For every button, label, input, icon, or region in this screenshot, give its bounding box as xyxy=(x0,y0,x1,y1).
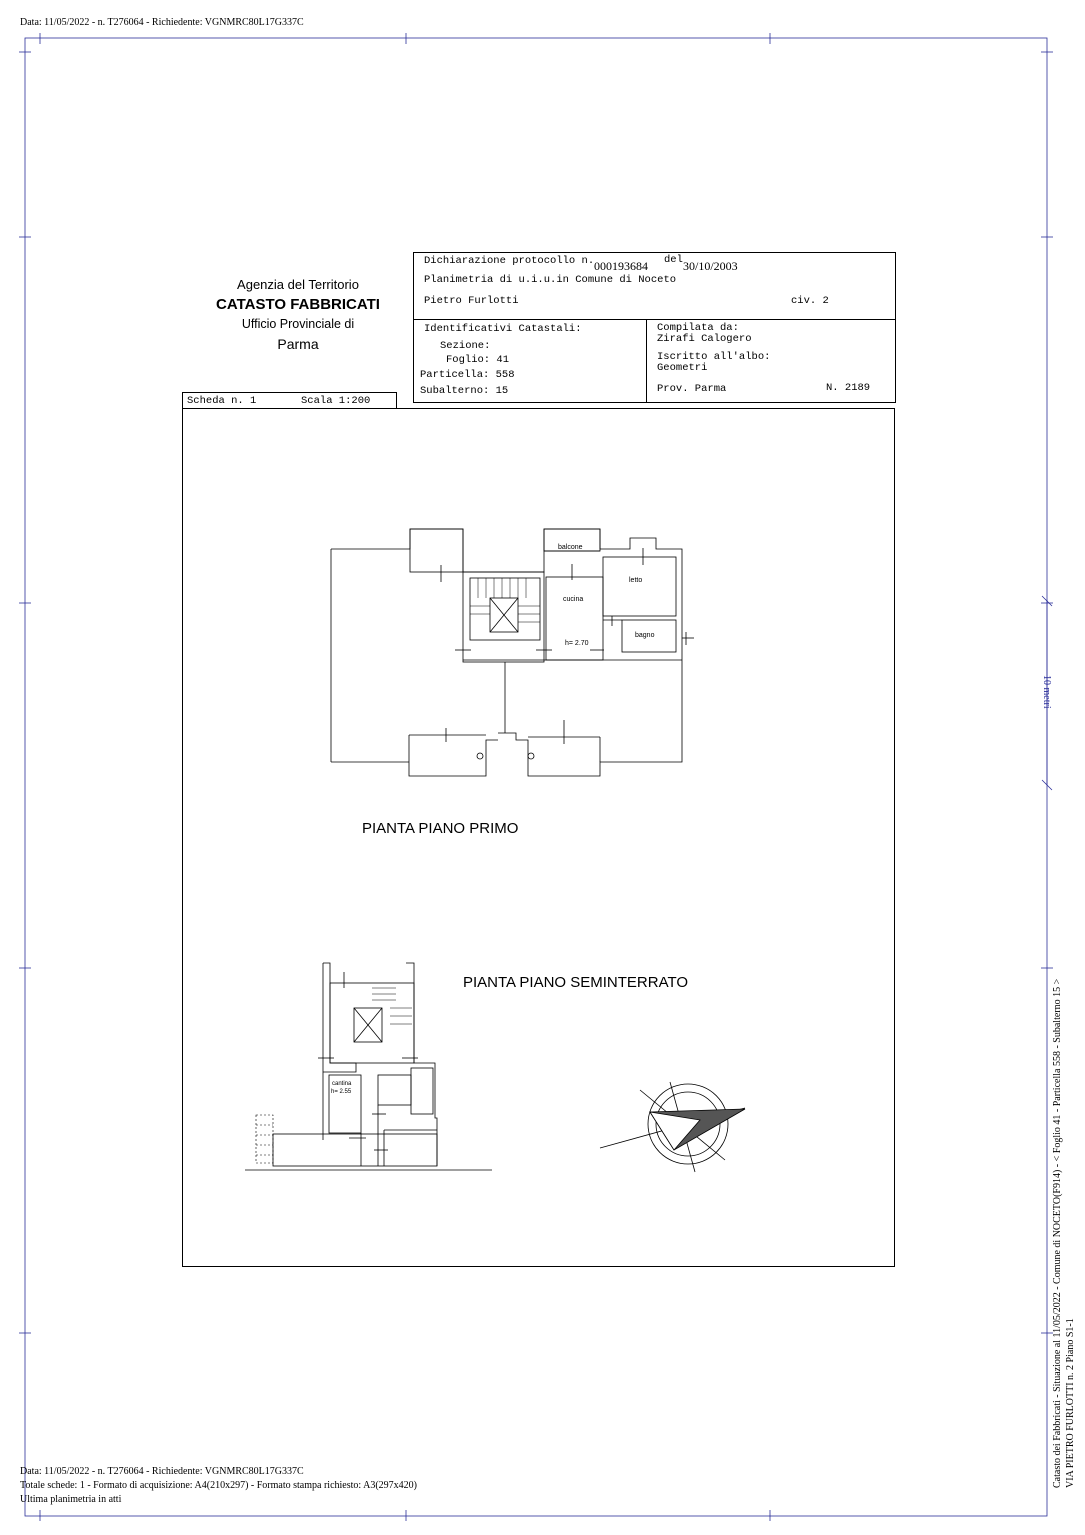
footer-line3: Ultima planimetria in atti xyxy=(20,1494,122,1505)
height-cantina: h= 2.55 xyxy=(331,1089,352,1095)
date-label: del xyxy=(664,254,683,266)
albo-label: Iscritto all'albo: xyxy=(657,351,771,363)
height-primo: h= 2.70 xyxy=(565,640,589,647)
compiler-name: Zirafi Calogero xyxy=(657,333,752,345)
compilata-label: Compilata da: xyxy=(657,322,739,334)
title-piano-primo: PIANTA PIANO PRIMO xyxy=(362,820,519,837)
protocol-number: 000193684 xyxy=(594,259,648,273)
room-balcone: balcone xyxy=(558,544,583,551)
scheda-number: Scheda n. 1 xyxy=(187,395,257,407)
room-bagno: bagno xyxy=(635,632,655,639)
foglio-field: Foglio: 41 xyxy=(446,354,510,366)
province-field: Prov. Parma xyxy=(657,383,727,395)
north-arrow-icon xyxy=(600,1082,745,1172)
scala-value: Scala 1:200 xyxy=(301,395,371,407)
subalterno-field: Subalterno: 15 xyxy=(420,385,509,397)
room-letto: letto xyxy=(629,577,643,584)
footer-line2: Totale schede: 1 - Formato di acquisizione: A4(210x297) - Formato stampa richiesto: A3(297x420) xyxy=(20,1480,417,1491)
side-info-line2: VIA PIETRO FURLOTTI n. 2 Piano S1-1 xyxy=(1065,1318,1076,1488)
protocol-date: 30/10/2003 xyxy=(683,259,738,273)
protocol-label: Dichiarazione protocollo n. xyxy=(424,255,595,267)
footer-line1: Data: 11/05/2022 - n. T276064 - Richiedente: VGNMRC80L17G337C xyxy=(20,1466,304,1477)
sezione-field: Sezione: xyxy=(440,340,491,352)
planimetria-line: Planimetria di u.i.u.in Comune di Noceto xyxy=(424,274,677,286)
street-name: Pietro Furlotti xyxy=(424,295,519,307)
side-info-line1: Catasto dei Fabbricati - Situazione al 11/05/2022 - Comune di NOCETO(F914) - < Foglio 41 - Particella 558 - Subalterno 15 > xyxy=(1052,978,1063,1488)
header-line: Data: 11/05/2022 - n. T276064 - Richiedente: VGNMRC80L17G337C xyxy=(20,17,304,28)
civic-number: civ. 2 xyxy=(791,295,829,307)
agency-name: Agenzia del Territorio xyxy=(237,277,359,292)
room-cucina: cucina xyxy=(563,596,584,603)
particella-field: Particella: 558 xyxy=(420,369,515,381)
ufficio-label: Ufficio Provinciale di xyxy=(241,317,355,331)
albo-number: N. 2189 xyxy=(826,382,871,394)
identifiers-title: Identificativi Catastali: xyxy=(424,323,582,335)
province-name: Parma xyxy=(277,336,319,352)
catasto-title: CATASTO FABBRICATI xyxy=(216,296,380,313)
title-piano-seminterrato: PIANTA PIANO SEMINTERRATO xyxy=(463,974,689,991)
albo-value: Geometri xyxy=(657,362,708,374)
room-cantina: cantina xyxy=(332,1081,352,1087)
scale-bar-label: 10 metri xyxy=(1041,675,1052,709)
